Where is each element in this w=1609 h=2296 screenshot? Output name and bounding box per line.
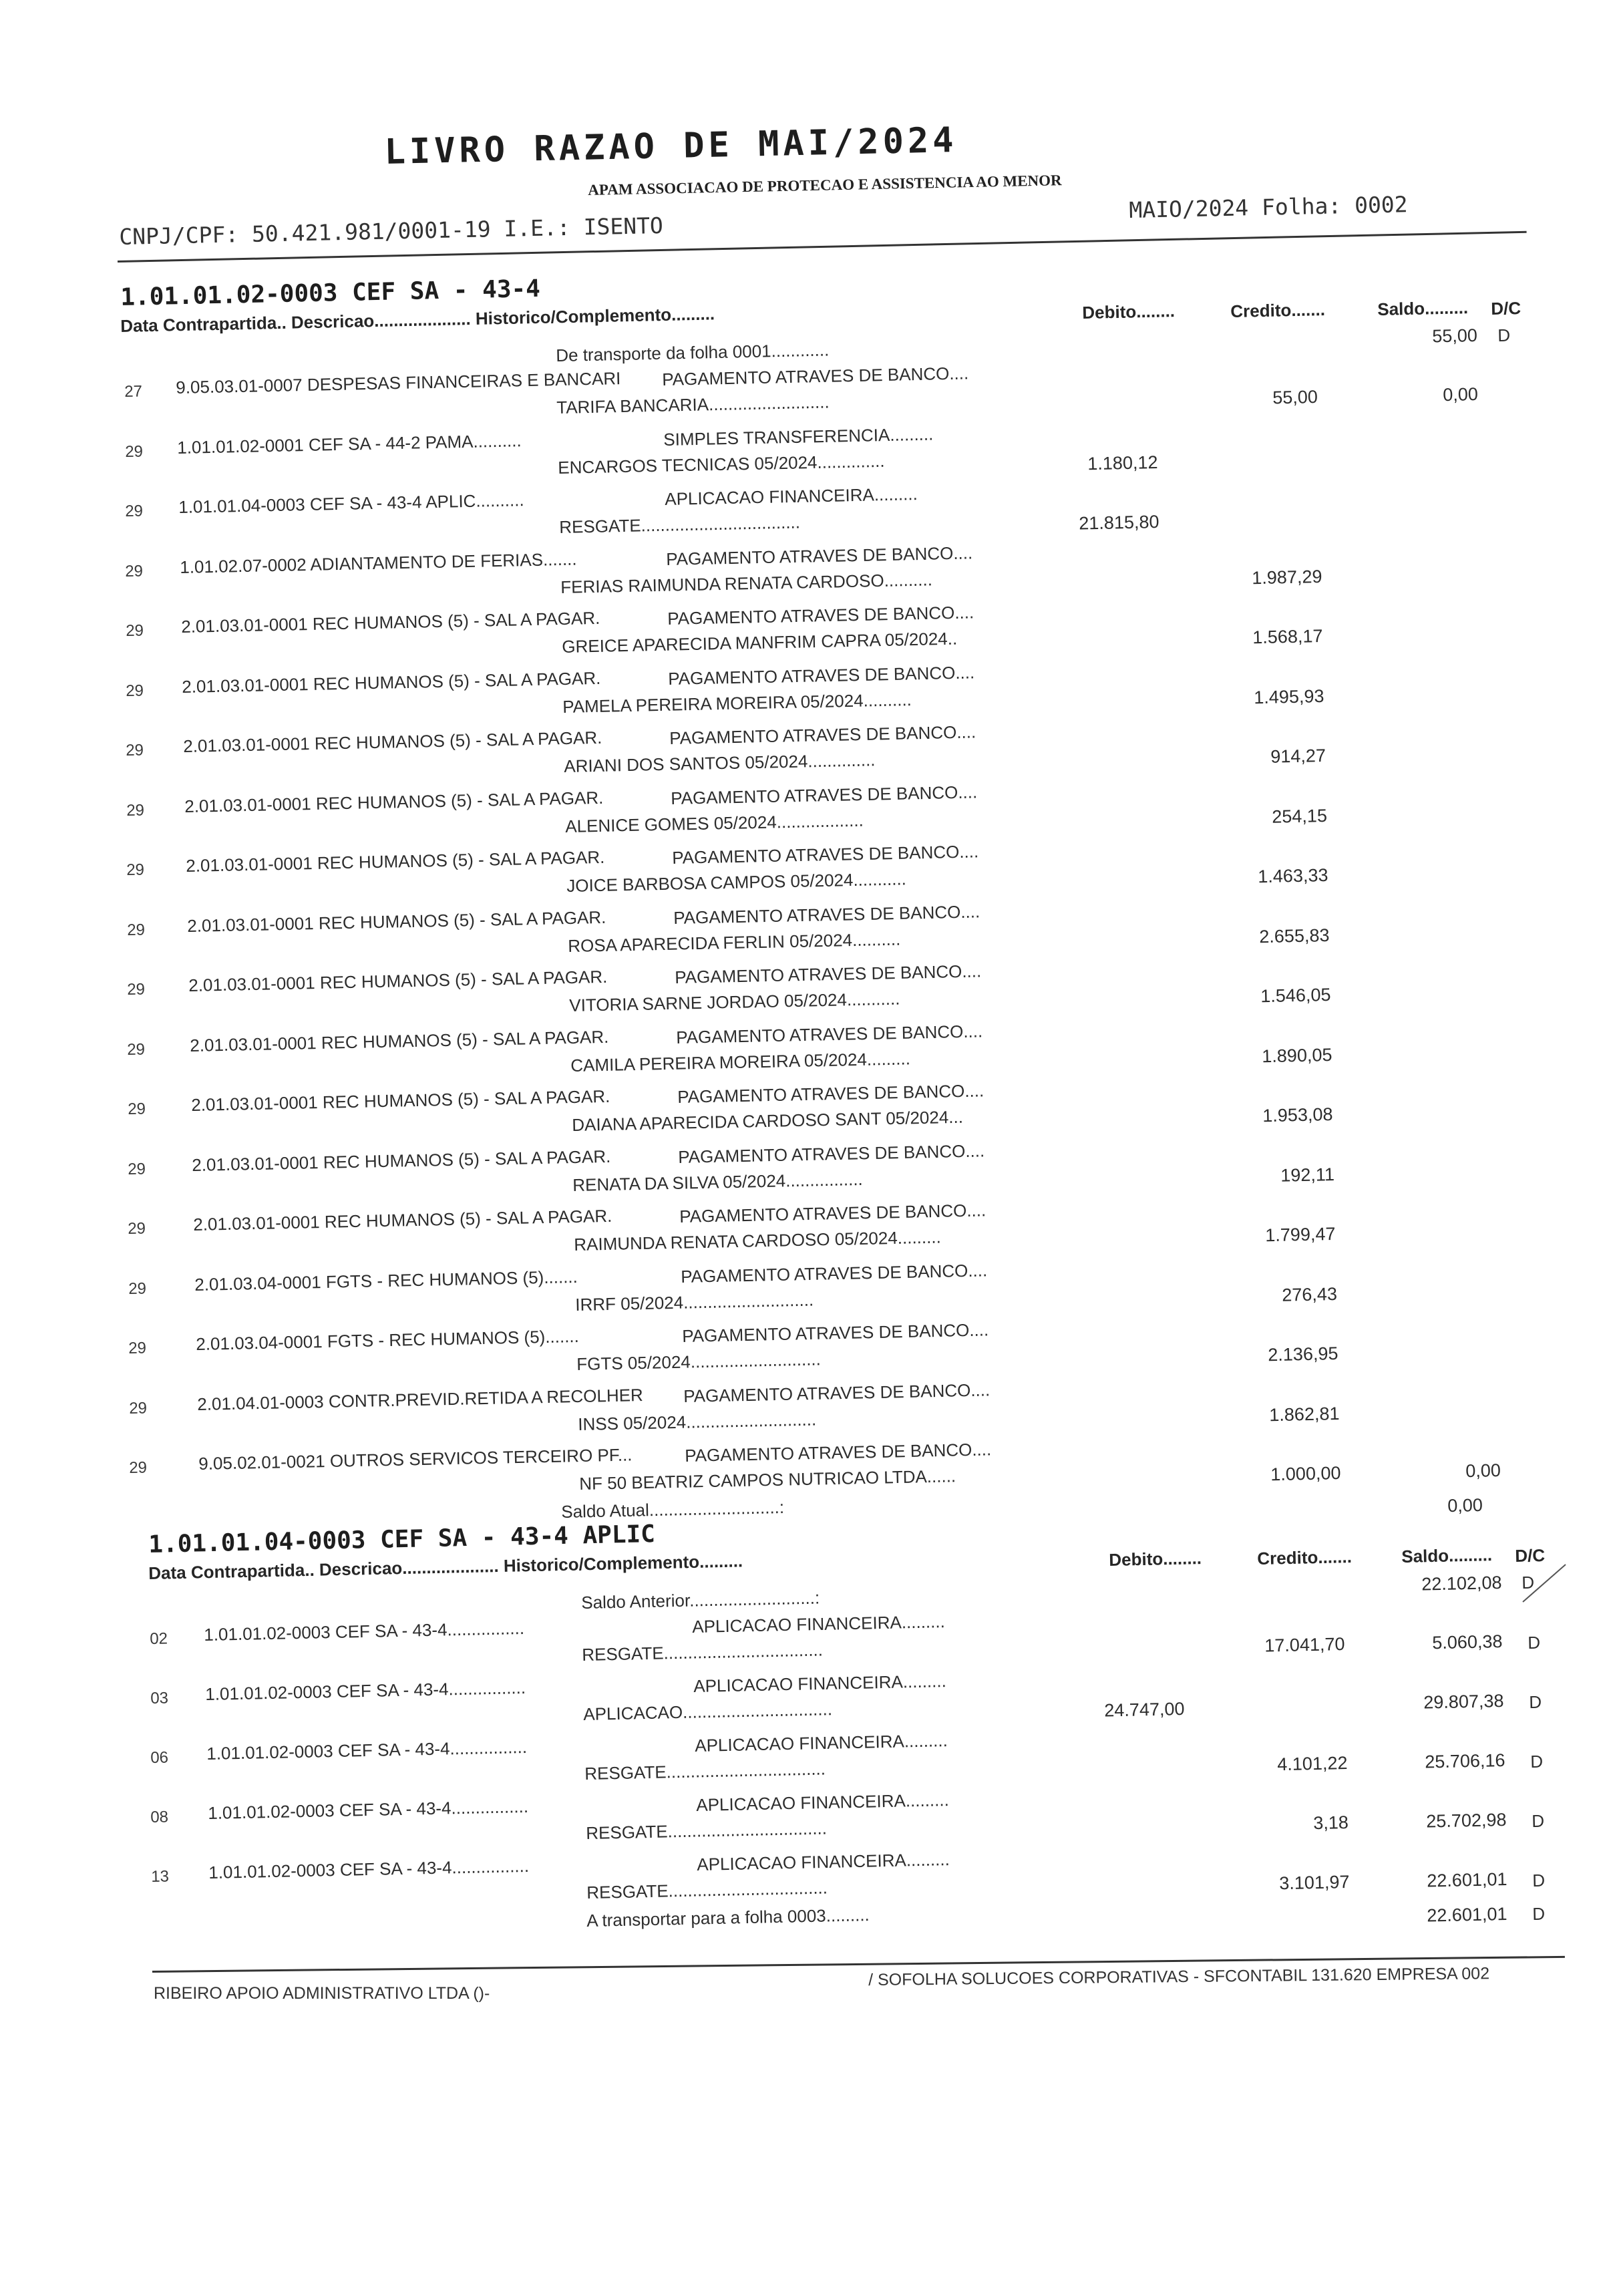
entry-contrapartida: 2.01.03.01-0001 REC HUMANOS (5) - SAL A PAGAR. (183, 727, 602, 756)
entry-credit: 1.862,81 (1268, 1403, 1340, 1425)
entry-day: 29 (128, 1458, 148, 1477)
entry-contrapartida: 1.01.02.07-0002 ADIANTAMENTO DE FERIAS....... (179, 548, 577, 577)
entry-complemento: ROSA APARECIDA FERLIN 05/2024.......... (567, 929, 901, 956)
opening-balance: 22.102,08 (1421, 1573, 1502, 1595)
entry-dc: D (1528, 1632, 1541, 1653)
entry-contrapartida: 1.01.01.02-0003 CEF SA - 43-4................ (208, 1855, 530, 1882)
entry-credit: 2.136,95 (1268, 1343, 1338, 1365)
cnpj-line: CNPJ/CPF: 50.421.981/0001-19 I.E.: ISENTO (119, 212, 664, 250)
entry-historico: PAGAMENTO ATRAVES DE BANCO.... (672, 841, 979, 868)
entry-historico: SIMPLES TRANSFERENCIA......... (663, 424, 934, 450)
entry-complemento: JOICE BARBOSA CAMPOS 05/2024........... (566, 868, 907, 896)
entry-contrapartida: 2.01.03.01-0001 REC HUMANOS (5) - SAL A PAGAR. (190, 1086, 610, 1115)
entry-day: 29 (126, 800, 145, 820)
entry-day: 27 (124, 382, 143, 401)
entry-historico: PAGAMENTO ATRAVES DE BANCO.... (667, 602, 974, 629)
entry-complemento: IRRF 05/2024........................... (575, 1289, 814, 1315)
entry-complemento: RESGATE................................. (582, 1639, 824, 1665)
entry-credit: 2.655,83 (1258, 925, 1330, 947)
entry-contrapartida: 1.01.01.02-0003 CEF SA - 43-4................ (207, 1796, 528, 1823)
column-header-left: Data Contrapartida.. Descricao.................... Historico/Complemento......... (120, 303, 715, 336)
entry-complemento: RESGATE................................. (558, 512, 801, 537)
entry-complemento: VITORIA SARNE JORDAO 05/2024........... (568, 988, 900, 1015)
account-title: 1.01.01.04-0003 CEF SA - 43-4 APLIC (148, 1520, 656, 1559)
closing-balance: 0,00 (1447, 1495, 1483, 1516)
entry-debit: 21.815,80 (1078, 512, 1159, 534)
entry-contrapartida: 2.01.04.01-0003 CONTR.PREVID.RETIDA A RECOLHER (196, 1384, 644, 1414)
entry-historico: PAGAMENTO ATRAVES DE BANCO.... (681, 1259, 988, 1287)
entry-credit: 17.041,70 (1264, 1634, 1345, 1656)
account-title: 1.01.01.02-0003 CEF SA - 43-4 (120, 275, 541, 311)
entry-complemento: ALENICE GOMES 05/2024.................. (565, 810, 864, 836)
entry-dc: D (1528, 1691, 1542, 1712)
entry-contrapartida: 2.01.03.01-0001 REC HUMANOS (5) - SAL A PAGAR. (192, 1146, 612, 1175)
entry-contrapartida: 2.01.03.01-0001 REC HUMANOS (5) - SAL A PAGAR. (186, 907, 606, 936)
entry-debit: 24.747,00 (1103, 1699, 1185, 1721)
opening-dc: D (1497, 325, 1511, 345)
entry-day: 29 (126, 980, 146, 999)
entry-historico: PAGAMENTO ATRAVES DE BANCO.... (668, 661, 975, 689)
opening-label: Saldo Anterior..........................: (581, 1587, 820, 1613)
entry-historico: PAGAMENTO ATRAVES DE BANCO.... (679, 1200, 987, 1226)
entry-contrapartida: 2.01.03.01-0001 REC HUMANOS (5) - SAL A PAGAR. (189, 1026, 609, 1055)
handwritten-check-mark (1522, 1563, 1568, 1603)
entry-credit: 3,18 (1313, 1812, 1349, 1834)
column-header-dc: D/C (1491, 298, 1522, 319)
entry-contrapartida: 1.01.01.02-0003 CEF SA - 43-4................ (204, 1617, 525, 1645)
ledger-title: LIVRO RAZAO DE MAI/2024 (384, 120, 958, 172)
entry-historico: APLICACAO FINANCEIRA......... (664, 484, 918, 509)
entry-credit: 254,15 (1271, 805, 1327, 827)
column-header-left: Data Contrapartida.. Descricao.................... Historico/Complemento......... (148, 1550, 743, 1583)
entry-day: 08 (150, 1808, 169, 1826)
entry-historico: PAGAMENTO ATRAVES DE BANCO.... (677, 1080, 985, 1107)
entry-day: 29 (126, 681, 144, 700)
entry-balance: 25.702,98 (1425, 1810, 1507, 1832)
entry-credit: 3.101,97 (1279, 1872, 1351, 1894)
entry-complemento: RESGATE................................. (584, 1758, 826, 1784)
entry-day: 29 (126, 741, 144, 760)
entity-name: APAM ASSOCIACAO DE PROTECAO E ASSISTENCIA AO MENOR (588, 172, 1062, 198)
entry-credit: 4.101,22 (1276, 1753, 1348, 1775)
entry-day: 29 (128, 1339, 147, 1357)
closing-dc: D (1532, 1903, 1546, 1924)
entry-dc: D (1531, 1810, 1545, 1831)
column-header-dc: D/C (1515, 1545, 1546, 1566)
entry-day: 03 (150, 1689, 168, 1707)
entry-contrapartida: 2.01.03.04-0001 FGTS - REC HUMANOS (5)....... (194, 1266, 578, 1295)
entry-credit: 1.987,29 (1251, 566, 1322, 588)
entry-historico: PAGAMENTO ATRAVES DE BANCO.... (683, 1379, 991, 1406)
entry-credit: 276,43 (1281, 1283, 1337, 1305)
entry-contrapartida: 9.05.02.01-0021 OUTROS SERVICOS TERCEIRO PF... (198, 1444, 633, 1474)
entry-credit: 192,11 (1280, 1164, 1335, 1186)
entry-day: 29 (128, 1279, 147, 1298)
entry-day: 29 (126, 920, 145, 939)
entry-day: 29 (128, 1398, 147, 1418)
entry-complemento: CAMILA PEREIRA MOREIRA 05/2024......... (570, 1047, 910, 1076)
entry-complemento: RESGATE................................. (585, 1818, 827, 1843)
entry-contrapartida: 2.01.03.01-0001 REC HUMANOS (5) - SAL A PAGAR. (180, 607, 600, 637)
entry-complemento: GREICE APARECIDA MANFRIM CAPRA 05/2024.. (561, 628, 957, 657)
entry-historico: APLICACAO FINANCEIRA......... (697, 1849, 950, 1874)
entry-day: 29 (125, 561, 144, 581)
closing-balance: 22.601,01 (1426, 1904, 1507, 1926)
entry-complemento: FERIAS RAIMUNDA RENATA CARDOSO.......... (560, 568, 932, 597)
entry-day: 29 (125, 621, 144, 640)
entry-balance: 25.706,16 (1424, 1750, 1505, 1772)
entry-historico: PAGAMENTO ATRAVES DE BANCO.... (678, 1140, 985, 1167)
entry-contrapartida: 2.01.03.01-0001 REC HUMANOS (5) - SAL A PAGAR. (182, 667, 602, 697)
entry-day: 29 (128, 1159, 146, 1178)
entry-complemento: NF 50 BEATRIZ CAMPOS NUTRICAO LTDA...... (578, 1466, 956, 1494)
entry-credit: 1.546,05 (1260, 985, 1331, 1007)
entry-complemento: RENATA DA SILVA 05/2024................ (572, 1168, 864, 1195)
entry-historico: APLICACAO FINANCEIRA......... (694, 1730, 948, 1756)
entry-complemento: PAMELA PEREIRA MOREIRA 05/2024.......... (562, 689, 912, 717)
entry-credit: 1.568,17 (1252, 626, 1324, 648)
column-header-debit: Debito........ (1109, 1548, 1202, 1570)
entry-contrapartida: 1.01.01.02-0003 CEF SA - 43-4................ (206, 1736, 528, 1764)
entry-complemento: RESGATE................................. (586, 1877, 828, 1903)
entry-day: 29 (127, 1039, 146, 1059)
entry-historico: PAGAMENTO ATRAVES DE BANCO.... (675, 1020, 983, 1047)
column-header-balance: Saldo......... (1377, 297, 1469, 319)
entry-day: 13 (150, 1867, 169, 1886)
entry-balance: 0,00 (1443, 384, 1479, 405)
entry-contrapartida: 2.01.03.01-0001 REC HUMANOS (5) - SAL A PAGAR. (188, 966, 608, 995)
closing-label: A transportar para a folha 0003......... (586, 1905, 870, 1931)
footer-company: RIBEIRO APOIO ADMINISTRATIVO LTDA ()- (154, 1984, 490, 2003)
entry-complemento: ARIANI DOS SANTOS 05/2024.............. (564, 750, 876, 776)
entry-credit: 1.495,93 (1254, 685, 1325, 707)
closing-label: Saldo Atual...........................: (561, 1497, 785, 1522)
entry-historico: APLICACAO FINANCEIRA......... (693, 1671, 946, 1696)
entry-contrapartida: 2.01.03.04-0001 FGTS - REC HUMANOS (5)....... (196, 1325, 580, 1354)
entry-historico: PAGAMENTO ATRAVES DE BANCO.... (673, 900, 980, 928)
entry-credit: 55,00 (1272, 387, 1318, 408)
entry-credit: 1.799,47 (1265, 1224, 1336, 1246)
entry-historico: PAGAMENTO ATRAVES DE BANCO.... (674, 961, 982, 987)
entry-credit: 1.890,05 (1261, 1044, 1332, 1066)
entry-dc: D (1532, 1870, 1546, 1891)
entry-complemento: APLICACAO............................... (582, 1699, 833, 1724)
entry-day: 29 (128, 1219, 146, 1238)
entry-complemento: TARIFA BANCARIA......................... (556, 391, 830, 418)
entry-historico: PAGAMENTO ATRAVES DE BANCO.... (682, 1319, 989, 1346)
entry-day: 29 (124, 442, 143, 461)
opening-dc: D (1522, 1572, 1535, 1593)
entry-historico: PAGAMENTO ATRAVES DE BANCO.... (669, 721, 976, 748)
entry-balance: 22.601,01 (1427, 1869, 1508, 1891)
entry-day: 29 (124, 502, 144, 520)
column-header-debit: Debito........ (1082, 301, 1176, 323)
opening-balance: 55,00 (1432, 325, 1478, 347)
entry-credit: 1.000,00 (1270, 1463, 1341, 1485)
entry-credit: 1.463,33 (1257, 865, 1328, 887)
column-header-balance: Saldo......... (1401, 1544, 1493, 1567)
entry-complemento: FGTS 05/2024........................... (576, 1349, 822, 1374)
entry-balance: 0,00 (1465, 1460, 1501, 1482)
column-header-credit: Credito....... (1257, 1546, 1353, 1569)
entry-contrapartida: 1.01.01.02-0001 CEF SA - 44-2 PAMA.......... (176, 430, 522, 458)
entry-complemento: DAIANA APARECIDA CARDOSO SANT 05/2024... (571, 1106, 963, 1135)
footer-software: / SOFOLHA SOLUCOES CORPORATIVAS - SFCONTABIL 131.620 EMPRESA 002 (868, 1964, 1490, 1989)
entry-historico: PAGAMENTO ATRAVES DE BANCO.... (684, 1439, 992, 1466)
column-header-credit: Credito....... (1230, 299, 1326, 321)
entry-contrapartida: 1.01.01.02-0003 CEF SA - 43-4................ (204, 1677, 526, 1704)
entry-historico: PAGAMENTO ATRAVES DE BANCO.... (671, 781, 978, 808)
entry-credit: 914,27 (1270, 746, 1326, 767)
period-page-number: MAIO/2024 Folha: 0002 (1129, 191, 1408, 223)
entry-historico: APLICACAO FINANCEIRA......... (695, 1790, 949, 1815)
entry-complemento: INSS 05/2024........................... (577, 1409, 817, 1434)
entry-day: 02 (150, 1629, 168, 1648)
entry-balance: 5.060,38 (1431, 1631, 1503, 1653)
entry-contrapartida: 2.01.03.01-0001 REC HUMANOS (5) - SAL A PAGAR. (184, 787, 604, 816)
entry-historico: APLICACAO FINANCEIRA......... (692, 1611, 946, 1637)
entry-contrapartida: 1.01.01.04-0003 CEF SA - 43-4 APLIC.......... (178, 490, 524, 517)
entry-historico: PAGAMENTO ATRAVES DE BANCO.... (662, 363, 969, 389)
entry-dc: D (1530, 1751, 1544, 1772)
entry-day: 29 (126, 860, 145, 879)
entry-contrapartida: 2.01.03.01-0001 REC HUMANOS (5) - SAL A PAGAR. (193, 1205, 612, 1235)
entry-balance: 29.807,38 (1423, 1691, 1504, 1713)
entry-day: 06 (150, 1748, 169, 1767)
opening-label: De transporte da folha 0001............ (556, 339, 830, 365)
entry-debit: 1.180,12 (1087, 452, 1158, 474)
entry-complemento: RAIMUNDA RENATA CARDOSO 05/2024......... (574, 1226, 942, 1255)
entry-contrapartida: 2.01.03.01-0001 REC HUMANOS (5) - SAL A PAGAR. (186, 846, 605, 876)
entry-credit: 1.953,08 (1262, 1104, 1334, 1126)
entry-complemento: ENCARGOS TECNICAS 05/2024.............. (557, 450, 885, 478)
entry-historico: PAGAMENTO ATRAVES DE BANCO.... (665, 542, 973, 569)
entry-contrapartida: 9.05.03.01-0007 DESPESAS FINANCEIRAS E BANCARI (176, 368, 621, 397)
entry-day: 29 (127, 1100, 146, 1118)
